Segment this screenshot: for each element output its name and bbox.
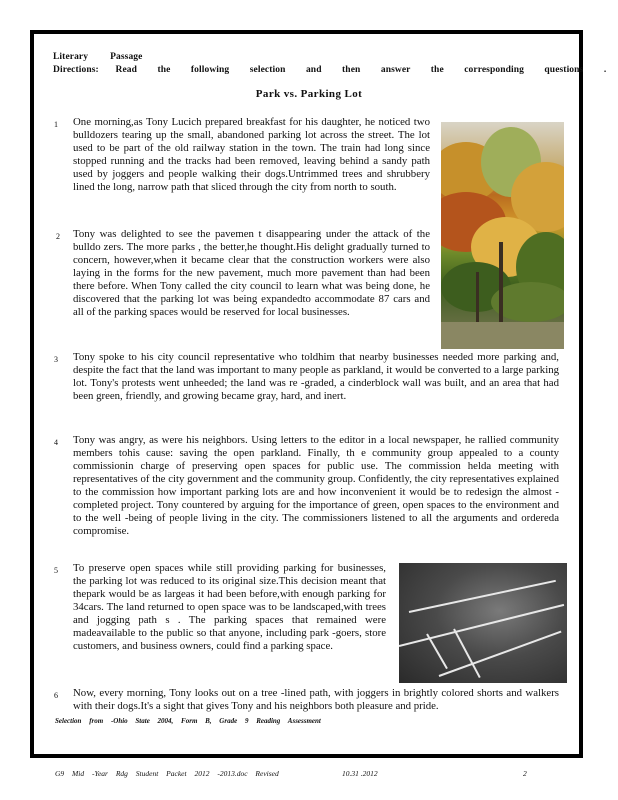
paragraph-3: Tony spoke to his city council representative who toldhim that nearby businesses needed more parking and, despite the fact that the land was important to many people as parkland, it would be converted to a large parking lot. Tony's protests went unheeded; the land was re -graded, a cinderblock wall was built, and an area that had been green, friendly, and growing became gray, hard, and inert. (73, 351, 559, 402)
paragraph-number: 2 (56, 232, 60, 241)
passage-title: Park vs. Parking Lot (255, 88, 363, 100)
literary-label: Literary (53, 52, 89, 62)
passage-type-label (53, 52, 142, 62)
paragraph-number: 1 (54, 120, 58, 129)
paragraph-number: 5 (54, 566, 58, 575)
paragraph-5: To preserve open spaces while still providing parking for businesses, the parking lot was reduced to its original size.This decision meant that thepark would be as largeas it had been before,with enough parking for 34cars. The land returned to open space was to be landscaped,with trees and jogging path s . The parking spaces that remained were madeavailable to the public so that anyone, including park -goers, store customers, and business owners, could find a parking space. (73, 562, 386, 652)
footer-filename: G9 Mid -Year Rdg Student Packet 2012 -2013.doc Revised (55, 769, 279, 778)
source-citation: Selection from -Ohio State 2004, Form B, Grade 9 Reading Assessment (55, 717, 321, 725)
paragraph-1: One morning,as Tony Lucich prepared breakfast for his daughter, he noticed two bulldozers tearing up the small, abandoned parking lot across the street. The lot used to be part of the old railway station in the town. The train had long since stopped running and the tracks had been removed, leaving behind a sandy path used by joggers and people walking their dogs.Untrimmed trees and shrubbery lined the long, narrow path that sliced through the city from north to south. (73, 116, 430, 193)
footer-date: 10.31 .2012 (342, 769, 378, 778)
page-number: 2 (523, 769, 527, 778)
passage-label: Passage (110, 52, 143, 62)
directions-text: Read the following selection and then answer the corresponding questions . (115, 65, 607, 75)
paragraph-number: 6 (54, 691, 58, 700)
directions-label: Directions: (53, 65, 99, 75)
paragraph-number: 4 (54, 438, 58, 447)
paragraph-number: 3 (54, 355, 58, 364)
paragraph-4: Tony was angry, as were his neighbors. Using letters to the editor in a local newspaper, he rallied community members tohis cause: saving the open parkland. Finally, th e community group appealed to a county commissionin charge of preserving open spaces for public use. The commission helda meeting with representatives of the city government and the community group. Confidently, the city representatives explained to the commission how important parking lots are and how inconvenient it would be to redesign the almost -completed project. Tony countered by arguing for the importance of green, open spaces to the environment and to the well -being of people living in the city. The commissioners listened to all the arguments and ordereda compromise. (73, 434, 559, 537)
paragraph-6: Now, every morning, Tony looks out on a tree -lined path, with joggers in brightly colored shorts and walkers with their dogs.It's a sight that gives Tony and his neighbors both pleasure and pride. (73, 687, 559, 712)
paragraph-2: Tony was delighted to see the pavemen t disappearing under the attack of the bulldo zers. The more parks , the better,he thought.His delight gradually turned to concern, however,when it became clear that the construction workers were also laying in the forms for the new pavement, much more pavement than had been there before. When Tony called the city council to learn what was being done, he discovered that the parking lot was being expandedto accommodate 87 cars and all of the parking spaces would be reserved for local businesses. (73, 228, 430, 318)
parking-lot-photo (399, 563, 567, 683)
autumn-trees-photo (441, 122, 564, 349)
directions (53, 65, 606, 75)
